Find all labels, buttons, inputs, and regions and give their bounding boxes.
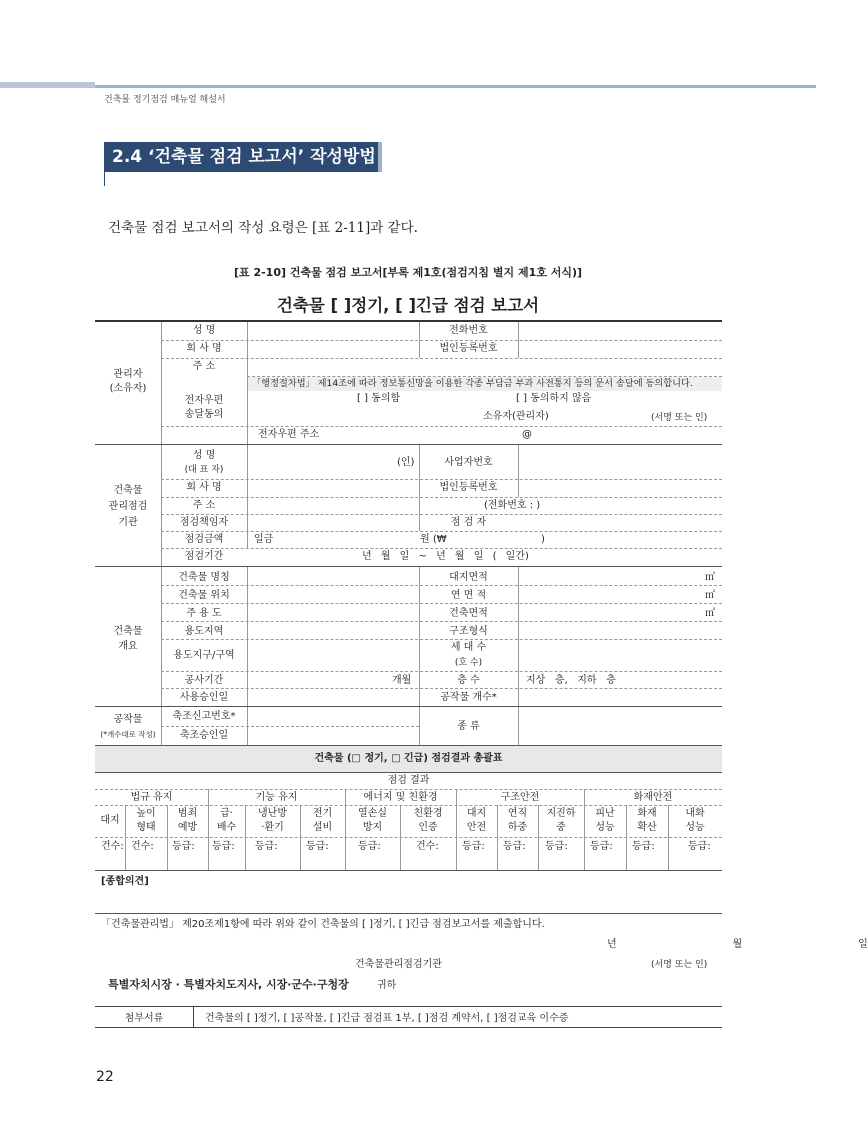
attach-label: 첨부서류 <box>124 1013 164 1024</box>
col-evac-2: 성능 <box>595 822 615 833</box>
unit-m2: ㎡ <box>705 608 715 619</box>
seal-mark: (인) <box>397 457 415 468</box>
val-3: 등급: <box>212 841 235 852</box>
agency-phone-label: (전화번호 : ) <box>484 500 541 511</box>
owner-group: 관리자 <box>113 369 143 380</box>
owner-address-label: 주 소 <box>192 361 216 372</box>
section-title: 2.4 ‘건축물 점검 보고서’ 작성방법 <box>104 142 382 172</box>
attach-text: 건축물의 [ ]정기, [ ]공작물, [ ]긴급 점검표 1부, [ ]점검 계약서, [ ]점검교육 이수증 <box>205 1013 569 1024</box>
col-hvac-2: ·환기 <box>261 822 284 833</box>
months-label: 개월 <box>392 675 412 686</box>
section-marker <box>104 172 105 186</box>
col-seismic-2: 중 <box>556 822 566 833</box>
val-12: 등급: <box>632 841 655 852</box>
bldg-area-label: 건축면적 <box>449 608 488 619</box>
unit-m2: ㎡ <box>705 590 715 601</box>
val-4: 등급: <box>255 841 278 852</box>
fee-won: 원 (₩ <box>420 534 447 545</box>
group-law: 법규 유지 <box>130 792 173 803</box>
col-height: 높이 <box>136 808 156 819</box>
val-1: 건수: <box>131 841 154 852</box>
col-sitesafety-2: 안전 <box>466 822 487 833</box>
site-area-label: 대지면적 <box>449 572 488 583</box>
col-hvac: 냉난방 <box>258 808 287 819</box>
col-elec: 전기 <box>312 808 333 819</box>
val-7: 건수: <box>416 841 439 852</box>
consent-label-sub: 송달동의 <box>184 409 224 420</box>
agree-checkbox[interactable]: [ ] 동의함 <box>357 393 401 404</box>
struct-report-label: 축조신고번호* <box>172 711 236 722</box>
col-seismic: 지진하 <box>546 808 576 819</box>
owner-sign-label: 소유자(관리자) <box>483 411 549 422</box>
col-crime: 범죄 <box>177 808 198 819</box>
page-number: 22 <box>96 1069 114 1085</box>
group-function: 기능 유지 <box>255 792 298 803</box>
households-sub: (호 수) <box>454 658 483 668</box>
val-5: 등급: <box>306 841 329 852</box>
owner-group-sub: (소유자) <box>109 383 147 394</box>
constr-label: 공사기간 <box>184 675 224 686</box>
submit-recipient-suffix: 귀하 <box>377 980 397 991</box>
fee-close: ) <box>541 534 545 545</box>
col-height-2: 형태 <box>136 822 156 833</box>
col-heatloss: 열손실 <box>358 808 387 819</box>
intro-text: 건축물 점검 보고서의 작성 요령은 [표 2-11]과 같다. <box>108 220 418 236</box>
approval-label: 사용승인일 <box>179 692 229 703</box>
col-evac: 피난 <box>595 808 615 819</box>
val-13: 등급: <box>688 841 711 852</box>
val-0: 건수: <box>101 841 124 852</box>
disagree-checkbox[interactable]: [ ] 동의하지 않음 <box>516 393 592 404</box>
col-crime-2: 예방 <box>177 822 198 833</box>
bname-label: 건축물 명칭 <box>178 572 230 583</box>
owner-phone-label: 전화번호 <box>449 325 488 336</box>
unit-m2: ㎡ <box>705 572 715 583</box>
struct-count-label: 공작물 개수* <box>440 692 497 703</box>
loc-label: 건축물 위치 <box>178 590 230 601</box>
col-site: 대지 <box>100 815 120 826</box>
val-10: 등급: <box>545 841 568 852</box>
submit-agency: 건축물관리점검기관 <box>355 959 442 970</box>
col-fireres: 내화 <box>685 808 705 819</box>
floors-value: 지상 층, 지하 층 <box>526 675 616 686</box>
agency-group: 건축물 <box>113 485 143 496</box>
owner-sign-hint: (서명 또는 인) <box>651 413 708 423</box>
overview-group: 건축물 <box>113 626 143 637</box>
val-8: 등급: <box>462 841 485 852</box>
email-at: @ <box>522 429 532 440</box>
col-elec-2: 설비 <box>312 822 333 833</box>
val-2: 등급: <box>172 841 195 852</box>
val-6: 등급: <box>358 841 381 852</box>
col-spread-2: 확산 <box>637 822 657 833</box>
opinion-label: [종합의견] <box>101 876 149 887</box>
col-eco-2: 인증 <box>418 822 438 833</box>
group-structure: 구조안전 <box>500 792 540 803</box>
owner-name-label: 성 명 <box>192 325 216 336</box>
summary-title: 건축물 (□ 정기, □ 긴급) 점검결과 총괄표 <box>314 753 503 764</box>
floors-label: 층 수 <box>457 675 480 686</box>
col-water-2: 배수 <box>216 822 237 833</box>
val-11: 등급: <box>590 841 613 852</box>
district-label: 용도지구/구역 <box>173 650 235 661</box>
table-caption: [표 2-10] 건축물 점검 보고서[부록 제1호(점검지침 별지 제1호 서식)] <box>233 266 583 279</box>
total-area-label: 연 면 적 <box>450 590 487 601</box>
structure-group-note: (*개수대로 작성) <box>100 730 156 739</box>
period-text: 년 월 일 ~ 년 월 일 ( 일간) <box>362 551 529 562</box>
col-vertical-2: 하중 <box>507 822 528 833</box>
biz-no-label: 사업자번호 <box>444 457 493 468</box>
email-label: 전자우편 주소 <box>258 429 320 440</box>
submit-date: 년 월 일 <box>607 939 868 950</box>
struct-approval-label: 축조승인일 <box>179 730 229 741</box>
overview-group-2: 개요 <box>118 641 138 652</box>
agency-address-label: 주 소 <box>192 500 216 511</box>
col-sitesafety: 대지 <box>466 808 487 819</box>
group-energy: 에너지 및 친환경 <box>363 792 438 803</box>
col-vertical: 연직 <box>507 808 528 819</box>
header-rule <box>0 85 816 88</box>
submit-sign-hint: (서명 또는 인) <box>651 960 708 970</box>
zone-label: 용도지역 <box>184 626 224 637</box>
agency-name-label: 성 명 <box>192 450 216 461</box>
structure-label: 구조형식 <box>449 626 488 637</box>
agency-name-sub: (대 표 자) <box>184 465 224 475</box>
col-fireres-2: 성능 <box>685 822 705 833</box>
fee-label: 점검금액 <box>184 534 224 545</box>
group-fire: 화재안전 <box>633 792 673 803</box>
fee-text: 일금 <box>254 534 274 545</box>
agency-company-label: 회 사 명 <box>186 482 222 493</box>
lead-label: 점검책임자 <box>179 517 229 528</box>
owner-company-label: 회 사 명 <box>186 343 222 354</box>
consent-notice: 「행정절차법」 제14조에 따라 정보통신망을 이용한 각종 부담금 부과 사전통지 등의 문서 송달에 동의합니다. <box>252 378 693 389</box>
owner-reg-label: 법인등록번호 <box>439 343 498 354</box>
col-eco: 친환경 <box>413 808 443 819</box>
agency-group-2: 관리점검 <box>108 501 148 512</box>
col-heatloss-2: 방지 <box>362 822 383 833</box>
inspector-label: 점 검 자 <box>450 517 487 528</box>
structure-group: 공작물 <box>113 714 143 725</box>
households-label: 세 대 수 <box>450 642 487 653</box>
running-title: 건축물 정기점검 매뉴얼 해설서 <box>104 95 226 105</box>
form-title: 건축물 [ ]정기, [ ]긴급 점검 보고서 <box>276 296 540 315</box>
col-water: 급· <box>220 808 233 819</box>
col-spread: 화재 <box>637 808 657 819</box>
agency-reg-label: 법인등록번호 <box>439 482 498 493</box>
use-label: 주 용 도 <box>186 608 222 619</box>
period-label: 점검기간 <box>184 551 224 562</box>
result-label: 점검 결과 <box>387 775 430 786</box>
val-9: 등급: <box>503 841 526 852</box>
submit-recipient: 특별자치시장 · 특별자치도지사, 시장·군수·구청장 <box>108 978 349 991</box>
consent-label: 전자우편 <box>184 395 224 406</box>
agency-group-3: 기관 <box>118 517 138 528</box>
submit-text: 「건축물관리법」 제20조제1항에 따라 위와 같이 건축물의 [ ]정기, [ ]긴급 점검보고서를 제출합니다. <box>101 919 545 930</box>
kind-label: 종 류 <box>457 721 480 732</box>
